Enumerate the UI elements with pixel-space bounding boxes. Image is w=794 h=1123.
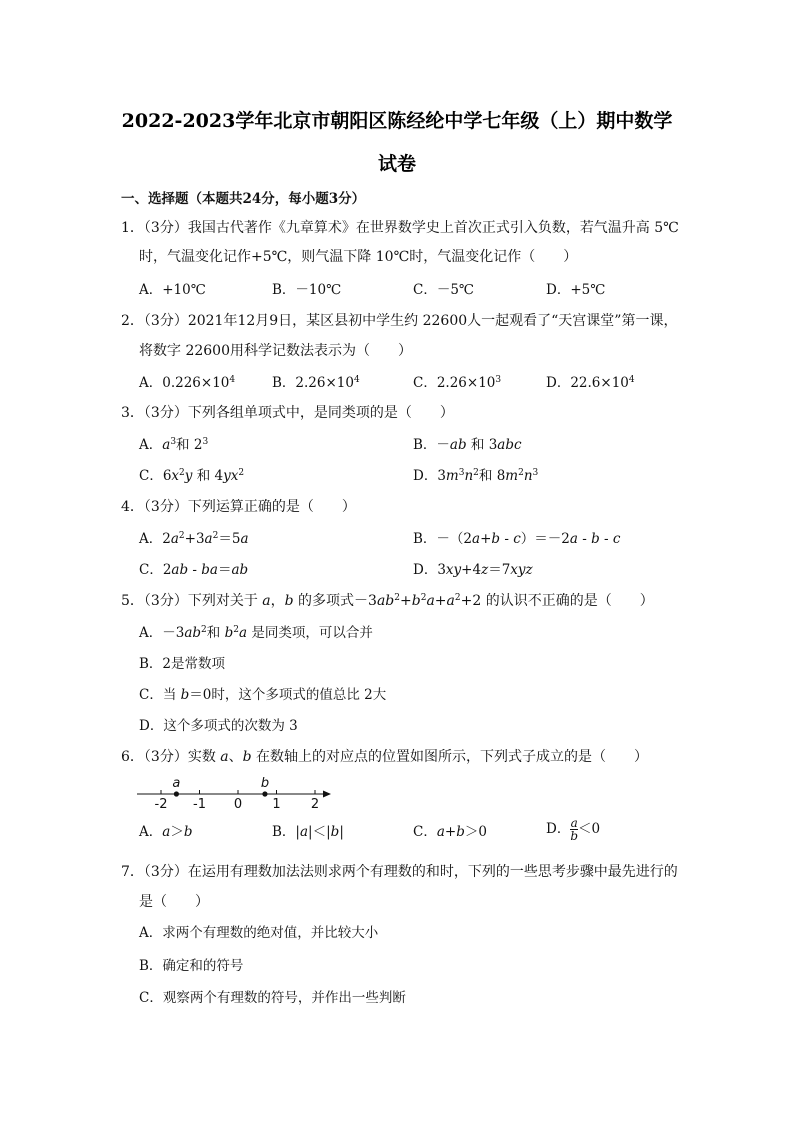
q5-option-a: A．$-3ab^2$和 $b^2a$ 是同类项，可以合并 bbox=[139, 625, 373, 641]
q6-option-b: B．|a|＜|b| bbox=[272, 824, 344, 840]
q7-option-a: A．求两个有理数的绝对值，并比较大小 bbox=[139, 925, 379, 941]
q7-option-b: B．确定和的符号 bbox=[139, 958, 244, 974]
q2-text-line1: 2．（3分）2021年12月9日，某区县初中学生约 22600人一起观看了“天宫课堂”第一课， bbox=[121, 313, 678, 329]
number-line-tick-label: 1 bbox=[272, 797, 281, 812]
q5-text: 5．（3分）下列对关于 a，b 的多项式$-3ab^2+b^2a+a^2+2$ 的认识不正确的是（ ） bbox=[121, 593, 654, 609]
q2-option-d: D．$22.6\times 10^4$ bbox=[546, 375, 635, 391]
q6-option-c: C．a+b＞0 bbox=[413, 824, 487, 840]
q4-option-b: B．－（2a+b - c）＝－2a - b - c bbox=[413, 531, 621, 547]
section-heading: 一、选择题（本题共24分，每小题3分） bbox=[121, 191, 366, 207]
q1-option-a: A．+10℃ bbox=[139, 282, 206, 298]
fraction-a-over-b: $\frac{a}{b}$ bbox=[570, 816, 579, 843]
q3-option-a: A．$a^3$和 $2^3$ bbox=[139, 437, 209, 453]
point-b-label: b bbox=[260, 776, 270, 791]
q7-text-line2: 是（ ） bbox=[139, 894, 209, 910]
q3-option-d: D．$3m^3n^2$和 $8m^2n^3$ bbox=[413, 468, 539, 484]
q5-option-b: B．2是常数项 bbox=[139, 656, 226, 672]
q1-text-line1: 1．（3分）我国古代著作《九章算术》在世界数学史上首次正式引入负数，若气温升高 5℃ bbox=[121, 220, 679, 236]
q4-option-c: C．2ab - ba＝ab bbox=[139, 562, 249, 578]
q1-text-line2: 时，气温变化记作+5℃，则气温下降 10℃时，气温变化记作（ ） bbox=[139, 249, 578, 265]
q4-text: 4．（3分）下列运算正确的是（ ） bbox=[121, 499, 356, 515]
number-line-tick-label: -2 bbox=[154, 797, 168, 812]
q1-option-c: C．－5℃ bbox=[413, 282, 475, 298]
q3-text: 3．（3分）下列各组单项式中，是同类项的是（ ） bbox=[121, 405, 454, 421]
number-line-arrow bbox=[323, 791, 331, 798]
point-a-dot bbox=[174, 791, 179, 796]
number-line-tick-label: -1 bbox=[193, 797, 206, 812]
q5-option-d: D．这个多项式的次数为 3 bbox=[139, 718, 298, 734]
q2-text-line2: 将数字 22600用科学记数法表示为（ ） bbox=[139, 343, 412, 359]
exam-title-line2: 试卷 bbox=[377, 153, 416, 175]
q6-text: 6．（3分）实数 a、b 在数轴上的对应点的位置如图所示，下列式子成立的是（ ） bbox=[121, 749, 649, 765]
q4-option-a: A．$2a^2+3a^2=5a$ bbox=[139, 531, 249, 547]
number-line-tick-label: 0 bbox=[233, 797, 243, 812]
q7-option-c: C．观察两个有理数的符号，并作出一些判断 bbox=[139, 990, 406, 1006]
point-b-dot bbox=[262, 791, 267, 796]
q1-option-b: B．－10℃ bbox=[272, 282, 342, 298]
q1-option-d: D．+5℃ bbox=[546, 282, 606, 298]
q6-option-d: D． $\frac{a}{b}$ ＜0 bbox=[546, 816, 601, 843]
q3-option-b: B．－ab 和 3abc bbox=[413, 437, 522, 453]
q2-option-b: B．$2.26\times 10^4$ bbox=[272, 375, 360, 391]
q2-option-a: A．$0.226\times 10^4$ bbox=[139, 375, 236, 391]
q7-text-line1: 7．（3分）在运用有理数加法法则求两个有理数的和时，下列的一些思考步骤中最先进行的 bbox=[121, 864, 678, 880]
point-a-label: a bbox=[172, 776, 181, 791]
q6-option-a: A．a＞b bbox=[139, 824, 193, 840]
exam-title-line1: 2022-2023学年北京市朝阳区陈经纶中学七年级（上）期中数学 bbox=[121, 110, 673, 132]
q4-option-d: D．3xy+4z＝7xyz bbox=[413, 562, 533, 578]
number-line-tick-label: 2 bbox=[310, 797, 320, 812]
number-line-figure bbox=[135, 772, 340, 812]
q2-option-c: C．$2.26\times 10^3$ bbox=[413, 375, 502, 391]
q3-option-c: C．$6x^2y$ 和 $4yx^2$ bbox=[139, 468, 245, 484]
q5-option-c: C．当 b＝0时，这个多项式的值总比 2大 bbox=[139, 687, 387, 703]
